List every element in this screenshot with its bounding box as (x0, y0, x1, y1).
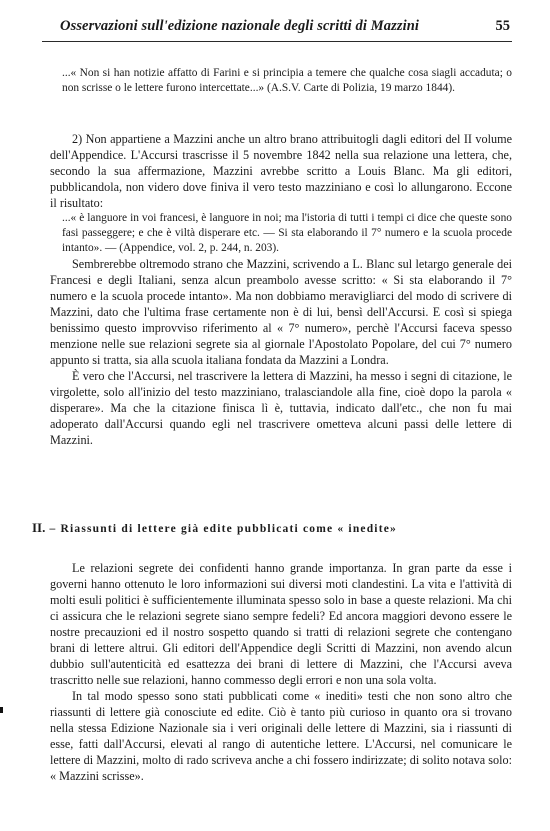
paragraph-relazioni: Le relazioni segrete dei confidenti hanno grande importanza. In gran parte da esse i governi hanno ottenuto le loro informazioni sui diversi moti clandestini. La vita e l'attività di molti esuli politici è sufficientemente illuminata spesso solo in base a queste relazioni. Ma chi ci assicura che le relazioni segrete siano sempre fedeli? Ed ancora maggiori devono essere le nostre precauzioni ed il nostro sospetto quando si tratti di relazioni segrete che contengano brani di lettere altrui. Gli editori dell'Appendice degli Scritti di Mazzini, non avendo alcun dubbio sull'autenticità ed esattezza dei brani di lettere di Mazzini, che l'Accursi aveva trascritto nelle sue relazioni, hanno commesso degli errori e non una sola volta. (50, 561, 512, 687)
paragraph-appendice-intro: 2) Non appartiene a Mazzini anche un altro brano attribuitogli dagli editori del II volume dell'Appendice. L'Accursi trascrisse il 5 novembre 1842 nella sua relazione una lettera, che, secondo la sua affermazione, Mazzini avrebbe scritto a Louis Blanc. Ma gli editori, pubblicandola, non videro dove finiva il vero testo mazziniano e così lo allungarono. Eccone il risultato: (50, 132, 512, 210)
header-rule (42, 41, 512, 42)
quote-farini: ...« Non si han notizie affatto di Farini e si principia a temere che qualche cosa siagli accaduta; o non scrisse o le lettere furono intercettate...» (A.S.V. Carte di Polizia, 19 marzo 1844). (62, 67, 512, 94)
section-heading (32, 520, 512, 536)
block-3 (50, 560, 512, 784)
page-number: 55 (495, 18, 510, 34)
block-1 (50, 66, 512, 96)
paragraph-blanc-analysis: Sembrerebbe oltremodo strano che Mazzini, scrivendo a L. Blanc sul letargo generale dei Francesi e degli Italiani, senza alcun preambolo avesse scritto: « Si sta elaborando il 7° numero e la scuola procede intanto». Ma non dobbiamo meravigliarci del modo di scrivere di Mazzini, dato che l'ultima frase certamente non è di lui, bensì dell'Accursi. E così si spiega benissimo questo improvviso riferimento al « 7° numero», perchè l'Accursi faceva spesso menzione nelle sue relazioni segrete sia al giornale l'Apostolato Popolare, del cui 7° numero appunto si tratta, sia alla scuola italiana fondata da Mazzini a Londra. (50, 257, 512, 367)
quote-blanc: ...« è languore in voi francesi, è languore in noi; ma l'istoria di tutti i tempi ci dice che queste sono fasi passeggere; e che è viltà disperare etc. — Si sta elaborando il 7° numero e la scuola procede intanto». — (Appendice, vol. 2, p. 244, n. 203). (62, 212, 512, 254)
paragraph-riassunti: In tal modo spesso sono stati pubblicati come « inediti» testi che non sono altro che riassunti di lettere già conosciute ed edite. Ciò è tanto più curioso in quanto ora si trovano nella stessa Edizione Nazionale sia i veri originali delle lettere di Mazzini, sia i riassunti di esse, fatti dall'Accursi, elevati al rango di autentiche lettere. L'Accursi, nel comunicare le lettere di Mazzini, molto di rado scriveva anche a chi fossero indirizzate; di solito notava solo: « Mazzini scrisse». (50, 689, 512, 783)
paragraph-citation-marks: È vero che l'Accursi, nel trascrivere la lettera di Mazzini, ha messo i segni di citazione, le virgolette, solo all'inizio del testo mazziniano, tralasciandole alla fine, cioè dopo la parola « disperare». Ma che la citazione finisca lì è, tuttavia, indicato dall'etc., che non fu mai adoperato dall'Accursi quando egli nel trascrivere ometteva alcuni passi delle lettere di Mazzini. (50, 369, 512, 447)
section-title: Riassunti di lettere già edite pubblicati come « inedite» (60, 523, 397, 535)
block-2 (50, 131, 512, 448)
running-header (60, 18, 510, 38)
section-number: II. (32, 520, 46, 535)
section-dash: – (49, 523, 57, 535)
running-title: Osservazioni sull'edizione nazionale degli scritti di Mazzini (60, 18, 419, 34)
margin-mark (0, 707, 3, 713)
